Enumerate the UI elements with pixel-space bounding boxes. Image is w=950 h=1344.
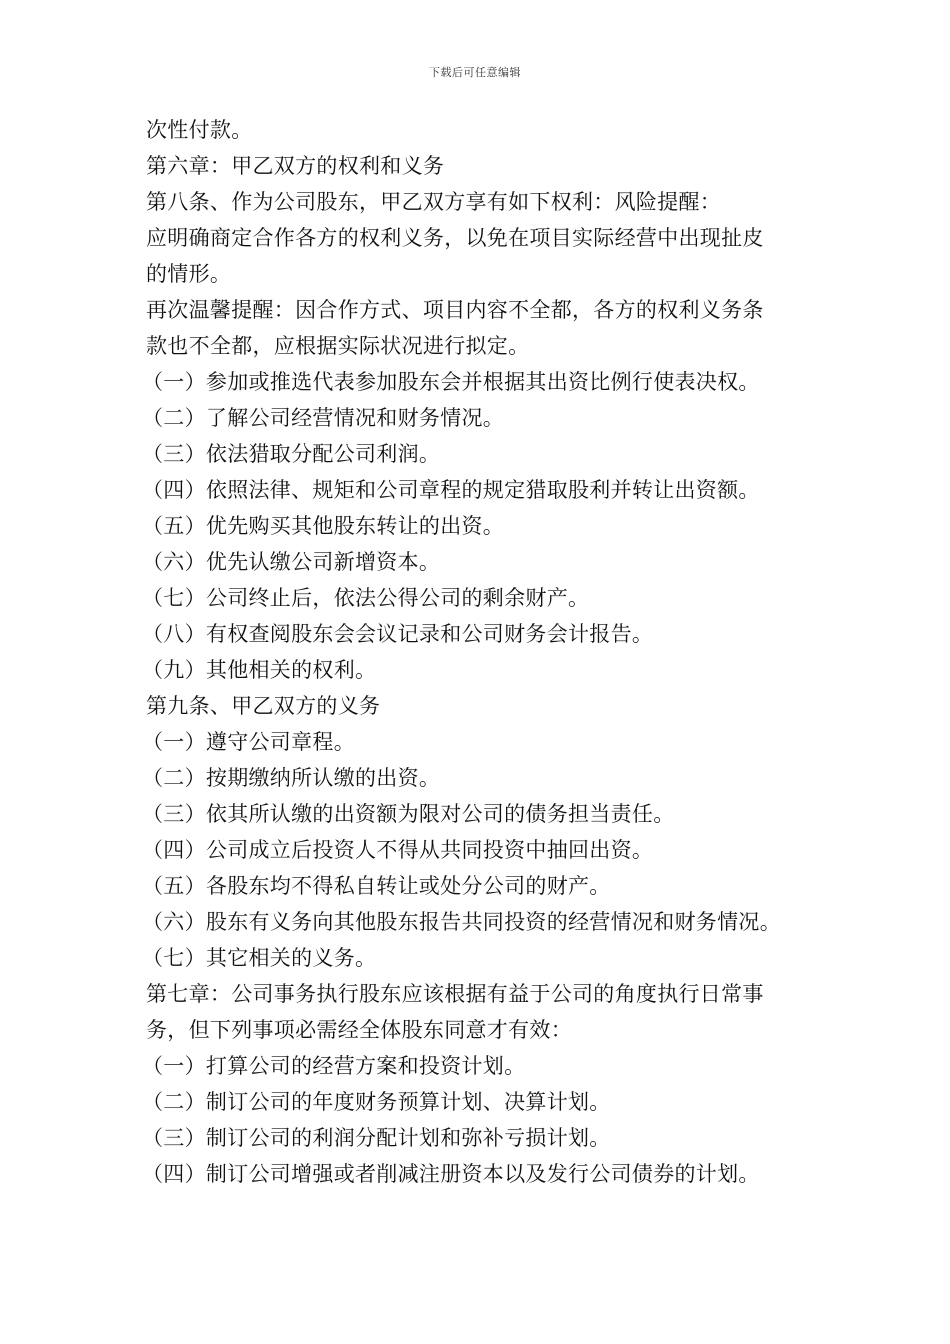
list-item: （三）依法猎取分配公司利润。 bbox=[142, 442, 441, 466]
list-item: （九）其他相关的权利。 bbox=[142, 658, 377, 682]
list-item: （七）其它相关的义务。 bbox=[142, 946, 377, 970]
list-item: （一）打算公司的经营方案和投资计划。 bbox=[142, 1054, 526, 1078]
list-item: （四）制订公司增强或者削减注册资本以及发行公司债券的计划。 bbox=[142, 1162, 760, 1186]
list-item: （六）股东有义务向其他股东报告共同投资的经营情况和财务情况。 bbox=[142, 910, 781, 934]
list-item: （五）优先购买其他股东转让的出资。 bbox=[142, 514, 505, 538]
list-item: （二）制订公司的年度财务预算计划、决算计划。 bbox=[142, 1090, 611, 1114]
chapter-heading: 第六章：甲乙双方的权利和义务 bbox=[146, 154, 445, 178]
list-item: （三）制订公司的利润分配计划和弥补亏损计划。 bbox=[142, 1126, 611, 1150]
list-item: （五）各股东均不得私自转让或处分公司的财产。 bbox=[142, 874, 611, 898]
list-item: （三）依其所认缴的出资额为限对公司的债务担当责任。 bbox=[142, 802, 675, 826]
list-item: （四）公司成立后投资人不得从共同投资中抽回出资。 bbox=[142, 838, 654, 862]
paragraph-line: 应明确商定合作各方的权利义务，以免在项目实际经营中出现扯皮 bbox=[146, 226, 764, 250]
list-item: （一）遵守公司章程。 bbox=[142, 730, 355, 754]
article-heading: 第八条、作为公司股东，甲乙双方享有如下权利：风险提醒： bbox=[146, 190, 722, 214]
paragraph-line: 务，但下列事项必需经全体股东同意才有效： bbox=[146, 1018, 572, 1042]
paragraph-line: 款也不全都，应根据实际状况进行拟定。 bbox=[146, 334, 530, 358]
page-header: 下载后可任意编辑 bbox=[429, 66, 521, 79]
list-item: （七）公司终止后，依法公得公司的剩余财产。 bbox=[142, 586, 590, 610]
document-body bbox=[142, 112, 814, 1192]
list-item: （二）了解公司经营情况和财务情况。 bbox=[142, 406, 505, 430]
list-item: （一）参加或推选代表参加股东会并根据其出资比例行使表决权。 bbox=[142, 370, 760, 394]
list-item: （二）按期缴纳所认缴的出资。 bbox=[142, 766, 441, 790]
list-item: （四）依照法律、规矩和公司章程的规定猎取股利并转让出资额。 bbox=[142, 478, 760, 502]
chapter-heading: 第七章：公司事务执行股东应该根据有益于公司的角度执行日常事 bbox=[146, 982, 764, 1006]
paragraph-line: 再次温馨提醒：因合作方式、项目内容不全都，各方的权利义务条 bbox=[146, 298, 764, 322]
paragraph-line: 的情形。 bbox=[146, 262, 232, 286]
paragraph-line: 次性付款。 bbox=[146, 118, 253, 142]
list-item: （八）有权查阅股东会会议记录和公司财务会计报告。 bbox=[142, 622, 654, 646]
list-item: （六）优先认缴公司新增资本。 bbox=[142, 550, 441, 574]
article-heading: 第九条、甲乙双方的义务 bbox=[146, 694, 381, 718]
